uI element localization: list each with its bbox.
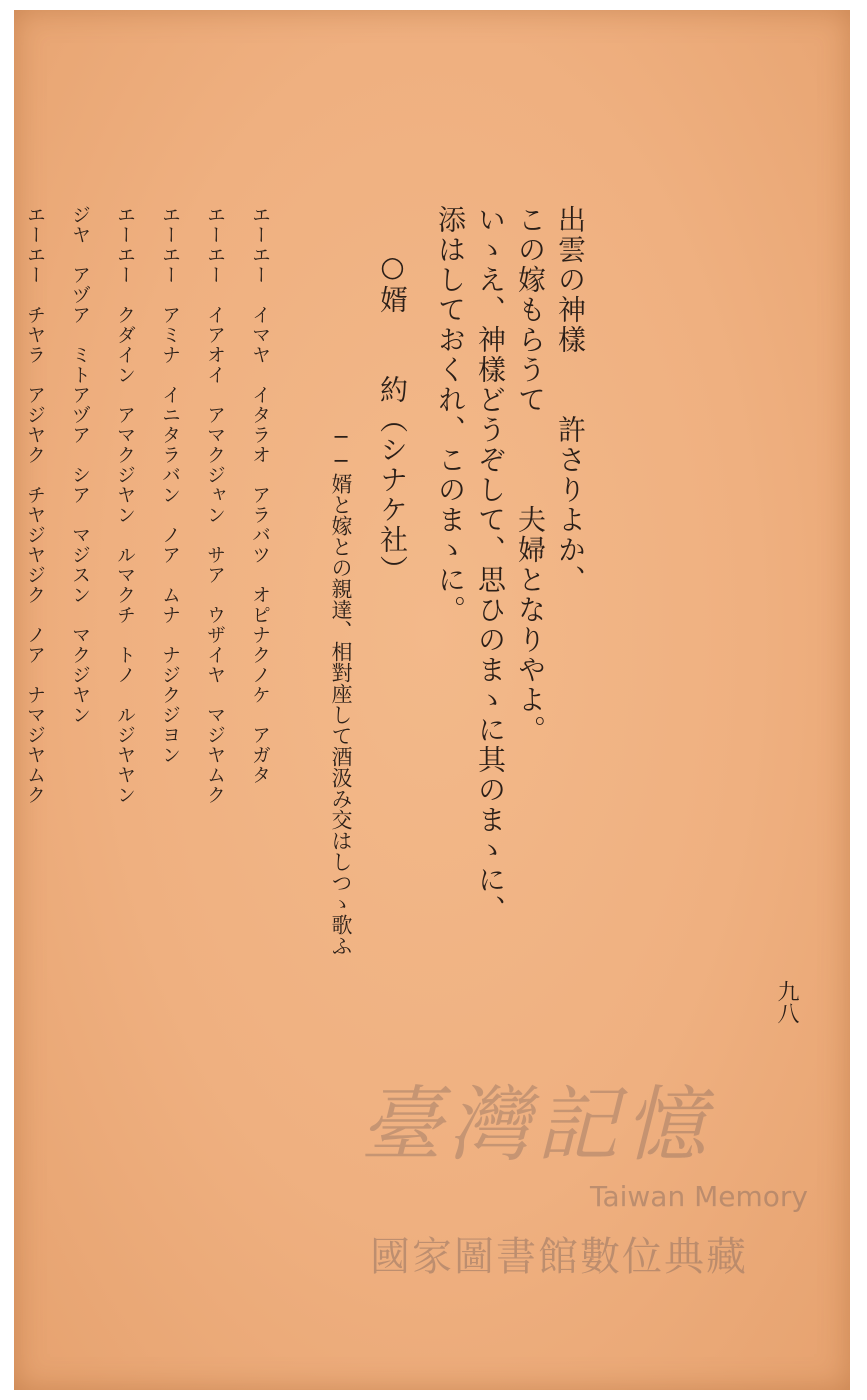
chant-line-3: エーエー アミナ イニタラバン ノア ムナ ナジクジヨン <box>159 205 181 765</box>
watermark-english: Taiwan Memory <box>590 1180 808 1213</box>
chant-line-2: エーエー イアオイ アマクジャン サア ウザイヤ マジヤムク <box>204 205 226 805</box>
chant-line-5: ジヤ アヅア ミトアヅア シア マジスン マクジヤン <box>69 205 91 725</box>
chant-line-1: エーエー イマヤ イタラオ アラバツ オピナクノケ アガタ <box>249 205 271 785</box>
section-subtitle: ──婿と嫁との親達、相對座して酒汲み交はしつゝ歌ふ <box>329 425 353 956</box>
poem-line-2: この嫁もらうて 夫婦となりやよ。 <box>514 205 547 745</box>
poem-line-1: 出雲の神樣 許さりよか、 <box>554 205 587 595</box>
poem-line-4: 添はしておくれ、このまゝに。 <box>434 205 467 625</box>
watermark-library: 國家圖書館數位典藏 <box>370 1234 748 1280</box>
section-heading: ○婿 約（シナケ社） <box>376 250 409 585</box>
page-number: 九八 <box>774 980 799 1024</box>
chant-line-4: エーエー クダイン アマクジヤン ルマクチ トノ ルジヤヤン <box>114 205 136 805</box>
watermark-title: 臺灣記憶 <box>360 1078 712 1173</box>
poem-line-3: いゝえ、神樣どうぞして、思ひのまゝに其のまゝに、 <box>474 205 507 925</box>
chant-line-6: エーエー チヤラ アジヤク チヤジヤジク ノア ナマジヤムク <box>24 205 46 805</box>
